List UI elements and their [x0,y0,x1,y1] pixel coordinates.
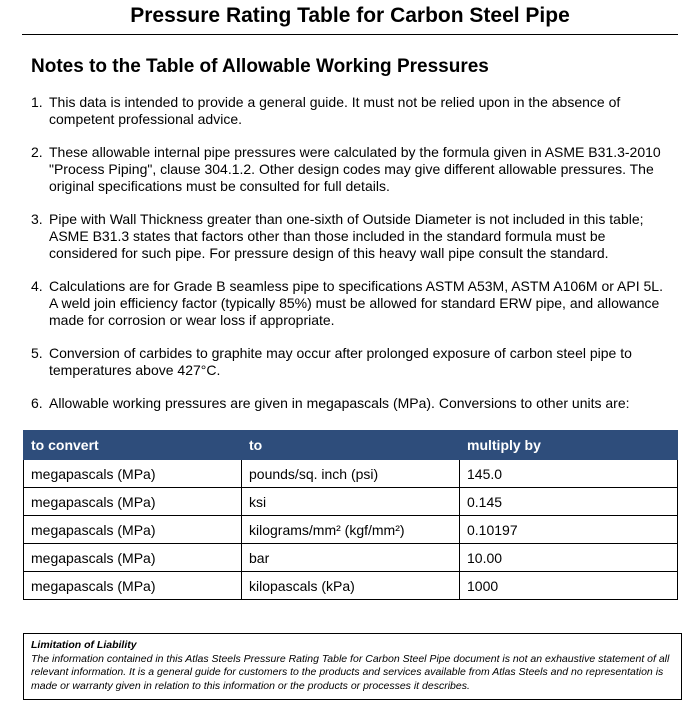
table-cell: ksi [242,488,460,516]
note-item [31,395,671,412]
table-cell: 10.00 [460,544,678,572]
liability-box [23,633,682,700]
page-title: Pressure Rating Table for Carbon Steel Pipe [22,4,678,35]
table-cell: megapascals (MPa) [24,572,242,600]
note-item [31,94,671,128]
table-cell: 0.10197 [460,516,678,544]
table-row [24,488,678,516]
notes-heading: Notes to the Table of Allowable Working Pressures [31,56,489,77]
note-number: 2. [31,144,43,160]
table-cell: pounds/sq. inch (psi) [242,460,460,488]
note-item [31,211,671,262]
note-text: Conversion of carbides to graphite may occur after prolonged exposure of carbon steel pipe to temperatures above 427°C. [49,345,632,378]
table-cell: megapascals (MPa) [24,544,242,572]
note-item [31,144,671,195]
table-cell: 1000 [460,572,678,600]
table-cell: megapascals (MPa) [24,488,242,516]
liability-text: The information contained in this Atlas Steels Pressure Rating Table for Carbon Steel Pipe document is not an exhaustive statement of all relevant information. It is a general guide for customers to the products and services available from Atlas Steels and no representation is made or warranty given in relation to this information or the products or processes it describes. [31,652,670,692]
table-row [24,516,678,544]
table-cell: megapascals (MPa) [24,460,242,488]
table-cell: bar [242,544,460,572]
table-header-row [24,431,678,460]
table-cell: kilopascals (kPa) [242,572,460,600]
column-header: to convert [24,431,242,460]
table-row [24,460,678,488]
note-text: This data is intended to provide a general guide. It must not be relied upon in the absence of competent professional advice. [49,94,621,127]
note-number: 3. [31,211,43,227]
column-header: multiply by [460,431,678,460]
note-number: 6. [31,395,43,411]
table-row [24,544,678,572]
note-text: These allowable internal pipe pressures were calculated by the formula given in ASME B31.3-2010 "Process Piping", clause 304.1.2. Other design codes may give different allowable pressures. The original specifications must be consulted for full details. [49,144,661,194]
table-cell: kilograms/mm² (kgf/mm²) [242,516,460,544]
note-text: Allowable working pressures are given in megapascals (MPa). Conversions to other units are: [49,395,630,411]
table-cell: megapascals (MPa) [24,516,242,544]
note-text: Calculations are for Grade B seamless pipe to specifications ASTM A53M, ASTM A106M or API 5L. A weld join efficiency factor (typically 85%) must be allowed for standard ERW pipe, and allowance made for corrosion or wear loss if appropriate. [49,278,663,328]
note-number: 5. [31,345,43,361]
column-header: to [242,431,460,460]
note-number: 4. [31,278,43,294]
conversion-table [23,430,678,600]
table-cell: 0.145 [460,488,678,516]
liability-title: Limitation of Liability [31,639,137,651]
table-cell: 145.0 [460,460,678,488]
table-row [24,572,678,600]
note-number: 1. [31,94,43,110]
notes-list [31,94,671,428]
note-item [31,278,671,329]
note-item [31,345,671,379]
note-text: Pipe with Wall Thickness greater than one-sixth of Outside Diameter is not included in this table; ASME B31.3 states that factors other than those included in the standard formula must be considered for such pipe. For pressure design of this heavy wall pipe consult the standard. [49,211,644,261]
